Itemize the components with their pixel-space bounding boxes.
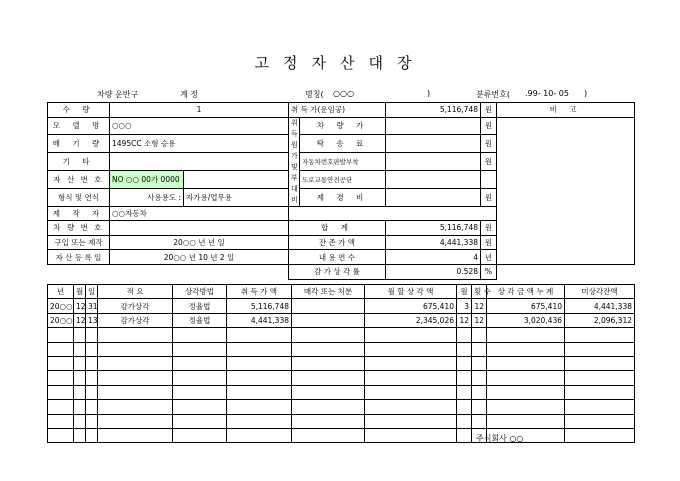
ledger-cell xyxy=(48,400,74,414)
ledger-cell xyxy=(365,400,457,414)
vehicle-price-label: 차 량 가 xyxy=(300,117,386,135)
ledger-cell xyxy=(472,414,487,428)
ledger-row xyxy=(48,342,635,356)
ledger-cell xyxy=(457,385,472,399)
won-unit: 원 xyxy=(481,221,497,236)
displacement-value: 1495CC 소형 승용 xyxy=(110,135,289,153)
account-suffix: 계 정 xyxy=(180,90,198,99)
ledger-header-cell: 상각방법 xyxy=(173,285,227,299)
ledger-cell: 675,410 xyxy=(365,299,457,313)
depreciation-ledger-table xyxy=(47,284,635,443)
won-unit: 원 xyxy=(481,188,497,206)
ledger-cell xyxy=(292,385,365,399)
ledger-cell xyxy=(227,414,292,428)
ledger-cell xyxy=(74,342,86,356)
ledger-cell xyxy=(86,385,98,399)
ledger-cell: 감가상각 xyxy=(98,299,173,313)
ledger-header-cell: 일 xyxy=(86,285,98,299)
ledger-cell: 감가상각 xyxy=(98,313,173,327)
asset-info-table xyxy=(47,102,635,280)
register-label: 자 산 등 록 일 xyxy=(48,250,110,265)
ledger-cell xyxy=(457,356,472,370)
ledger-cell: 31 xyxy=(86,299,98,313)
won-unit: 원 xyxy=(481,117,497,135)
ledger-cell: 정율법 xyxy=(173,299,227,313)
ledger-cell xyxy=(472,356,487,370)
ledger-cell xyxy=(86,400,98,414)
ledger-cell xyxy=(472,400,487,414)
ledger-cell xyxy=(173,356,227,370)
ledger-cell xyxy=(173,400,227,414)
ledger-cell xyxy=(292,414,365,428)
ledger-cell: 2,096,312 xyxy=(565,313,635,327)
rate-unit: % xyxy=(481,264,497,279)
remain-label: 잔 존 가 액 xyxy=(289,235,386,250)
class-value: .99- 10- 05 xyxy=(525,89,569,98)
ledger-row xyxy=(48,328,635,342)
ledger-cell: 12 xyxy=(74,313,86,327)
ledger-cell xyxy=(292,356,365,370)
ledger-cell xyxy=(487,414,565,428)
register-value: 20○○ 년 10 년 2 일 xyxy=(110,250,289,265)
life-value: 4 xyxy=(386,250,481,265)
item-name-close: ) xyxy=(427,89,431,98)
ledger-cell xyxy=(74,328,86,342)
ledger-cell: 3,020,436 xyxy=(487,313,565,327)
remark-label: 비 고 xyxy=(497,103,635,118)
ledger-cell xyxy=(292,328,365,342)
ledger-cell xyxy=(86,342,98,356)
ledger-cell xyxy=(74,356,86,370)
ledger-cell xyxy=(74,428,86,442)
ledger-cell xyxy=(98,356,173,370)
ledger-header-cell: 적 요 xyxy=(98,285,173,299)
consign-label: 탁 송 료 xyxy=(300,135,386,153)
ledger-row xyxy=(48,385,635,399)
ledger-header-cell: 월 xyxy=(74,285,86,299)
ledger-cell xyxy=(227,400,292,414)
ledger-cell xyxy=(48,371,74,385)
ledger-header-row xyxy=(48,285,635,299)
ledger-cell: 정율법 xyxy=(173,313,227,327)
ledger-cell xyxy=(292,428,365,442)
ledger-cell xyxy=(487,356,565,370)
ledger-cell xyxy=(86,428,98,442)
ledger-cell xyxy=(86,371,98,385)
ledger-cell xyxy=(98,400,173,414)
ledger-cell: 13 xyxy=(86,313,98,327)
ledger-header-cell: 취 득 가 액 xyxy=(227,285,292,299)
ledger-cell xyxy=(365,342,457,356)
ledger-cell xyxy=(74,414,86,428)
misc-label: 제 경 비 xyxy=(300,188,386,206)
life-label: 내 용 연 수 xyxy=(289,250,386,265)
etc-label: 기 타 xyxy=(48,153,110,171)
ledger-cell xyxy=(457,400,472,414)
ledger-cell xyxy=(472,342,487,356)
ledger-cell xyxy=(487,385,565,399)
ledger-cell xyxy=(365,371,457,385)
ledger-header-cell: 월 할 상 각 액 xyxy=(365,285,457,299)
ledger-cell xyxy=(565,385,635,399)
total-label: 합 계 xyxy=(289,221,386,236)
ledger-cell xyxy=(98,385,173,399)
won-unit: 원 xyxy=(481,103,497,118)
ledger-cell xyxy=(86,414,98,428)
ledger-cell: 675,410 xyxy=(487,299,565,313)
ledger-header-cell: 월 xyxy=(457,285,472,299)
ledger-cell xyxy=(292,313,365,327)
won-unit: 원 xyxy=(481,235,497,250)
ledger-cell xyxy=(565,342,635,356)
ledger-header-cell: 매각 또는 처분 xyxy=(292,285,365,299)
bond-label: 자동차번호판발부착 xyxy=(300,153,386,171)
ledger-cell xyxy=(48,342,74,356)
asset-no-value: NO ○○ 00가 0000 xyxy=(110,170,184,188)
ledger-cell: 20○○ xyxy=(48,313,74,327)
ledger-cell xyxy=(98,371,173,385)
purchase-label: 구입 또는 제작 xyxy=(48,235,110,250)
model-label: 모 델 명 xyxy=(48,117,110,135)
ledger-cell xyxy=(292,299,365,313)
ledger-cell xyxy=(457,328,472,342)
ledger-cell xyxy=(292,342,365,356)
ledger-cell xyxy=(86,356,98,370)
ledger-row xyxy=(48,428,635,442)
ledger-cell xyxy=(292,371,365,385)
ledger-cell xyxy=(74,371,86,385)
ledger-cell xyxy=(173,328,227,342)
ledger-cell xyxy=(365,385,457,399)
acq-cost-label: 취 득 가(운임공) xyxy=(289,103,386,118)
ledger-cell xyxy=(173,414,227,428)
ledger-cell: 4,441,338 xyxy=(227,313,292,327)
ledger-cell xyxy=(365,428,457,442)
ledger-cell xyxy=(457,342,472,356)
ledger-header-cell: 미상각잔액 xyxy=(565,285,635,299)
total-value: 5,116,748 xyxy=(386,221,481,236)
ledger-cell xyxy=(98,428,173,442)
ledger-cell xyxy=(565,371,635,385)
ledger-cell: 3 xyxy=(457,299,472,313)
item-name-value: ○○○ xyxy=(333,89,354,98)
acq-cost-side-label: 취득원가및부대비 xyxy=(289,117,300,206)
ledger-cell xyxy=(487,400,565,414)
rate-label: 감 가 상 각 률 xyxy=(289,264,386,279)
qty-label: 수 량 xyxy=(48,103,110,118)
ledger-cell xyxy=(86,328,98,342)
ledger-row xyxy=(48,313,635,327)
model-value: ○○○ xyxy=(110,117,289,135)
qty-value: 1 xyxy=(110,103,289,118)
ledger-cell xyxy=(98,328,173,342)
ledger-cell xyxy=(457,414,472,428)
acq-cost-value: 5,116,748 xyxy=(386,103,481,118)
ledger-cell xyxy=(227,385,292,399)
ledger-cell xyxy=(227,371,292,385)
car-no-label: 차 량 번 호 xyxy=(48,221,110,236)
rate-value: 0.528 xyxy=(386,264,481,279)
document-title: 고정자산대장 xyxy=(254,54,426,72)
maker-value: ○○자동차 xyxy=(110,206,289,221)
ledger-cell: 4,441,338 xyxy=(565,299,635,313)
ledger-header-cell: 년 xyxy=(48,285,74,299)
ledger-cell xyxy=(565,414,635,428)
ledger-cell xyxy=(292,400,365,414)
ledger-row xyxy=(48,371,635,385)
item-name-label: 명칭( xyxy=(305,90,324,99)
maker-label: 제 작 자 xyxy=(48,206,110,221)
displacement-label: 배 기 량 xyxy=(48,135,110,153)
ledger-cell xyxy=(565,328,635,342)
ledger-cell xyxy=(227,328,292,342)
ledger-cell xyxy=(565,400,635,414)
ledger-row xyxy=(48,414,635,428)
remark-area xyxy=(497,117,635,264)
ledger-cell xyxy=(365,328,457,342)
ledger-cell: 12 xyxy=(472,299,487,313)
usage-label: 사용용도 : xyxy=(110,188,184,206)
class-close: ) xyxy=(584,89,588,98)
ledger-cell xyxy=(98,414,173,428)
ledger-cell xyxy=(565,356,635,370)
won-unit: 원 xyxy=(481,153,497,171)
ledger-cell: 2,345,026 xyxy=(365,313,457,327)
ledger-cell: 5,116,748 xyxy=(227,299,292,313)
type-label: 형식 및 연식 xyxy=(48,188,110,206)
ledger-cell xyxy=(74,385,86,399)
ledger-row xyxy=(48,299,635,313)
ledger-cell xyxy=(487,371,565,385)
ledger-cell xyxy=(565,428,635,442)
remain-value: 4,441,338 xyxy=(386,235,481,250)
life-unit: 년 xyxy=(481,250,497,265)
ledger-cell xyxy=(365,414,457,428)
ledger-cell xyxy=(365,356,457,370)
ledger-cell xyxy=(48,428,74,442)
ledger-cell xyxy=(457,371,472,385)
ledger-cell xyxy=(227,356,292,370)
ledger-cell: 20○○ xyxy=(48,299,74,313)
ledger-row xyxy=(48,400,635,414)
ledger-cell: 12 xyxy=(457,313,472,327)
ledger-cell xyxy=(472,385,487,399)
won-unit: 원 xyxy=(481,135,497,153)
ledger-cell xyxy=(48,356,74,370)
ledger-cell xyxy=(48,385,74,399)
class-label: 분류번호( xyxy=(476,90,511,99)
ledger-cell xyxy=(487,328,565,342)
usage-value: 자가용/업무용 xyxy=(184,188,289,206)
ledger-header-cell: 횟 수 xyxy=(472,285,487,299)
ledger-cell xyxy=(173,385,227,399)
ledger-cell xyxy=(227,342,292,356)
ledger-cell xyxy=(173,371,227,385)
purchase-value: 20○○ 년 년 일 xyxy=(110,235,289,250)
ledger-cell: 12 xyxy=(74,299,86,313)
account-name: 차량 운반구 xyxy=(97,90,139,99)
ledger-cell xyxy=(48,414,74,428)
ledger-cell xyxy=(457,428,472,442)
company-signature: 주식회사 ○○ xyxy=(476,434,524,443)
ledger-cell xyxy=(487,342,565,356)
ledger-cell xyxy=(173,342,227,356)
ledger-cell xyxy=(472,371,487,385)
ledger-cell xyxy=(472,328,487,342)
ledger-cell xyxy=(98,342,173,356)
ledger-cell xyxy=(48,328,74,342)
ledger-cell xyxy=(227,428,292,442)
asset-no-label: 자 산 번 호 xyxy=(48,170,110,188)
ledger-cell xyxy=(173,428,227,442)
ledger-header-cell: 상 각 금 액 누 계 xyxy=(487,285,565,299)
ledger-cell: 12 xyxy=(472,313,487,327)
ledger-cell xyxy=(74,400,86,414)
ledger-row xyxy=(48,356,635,370)
road-agency-label: 도로교통안전공단 xyxy=(300,170,386,188)
